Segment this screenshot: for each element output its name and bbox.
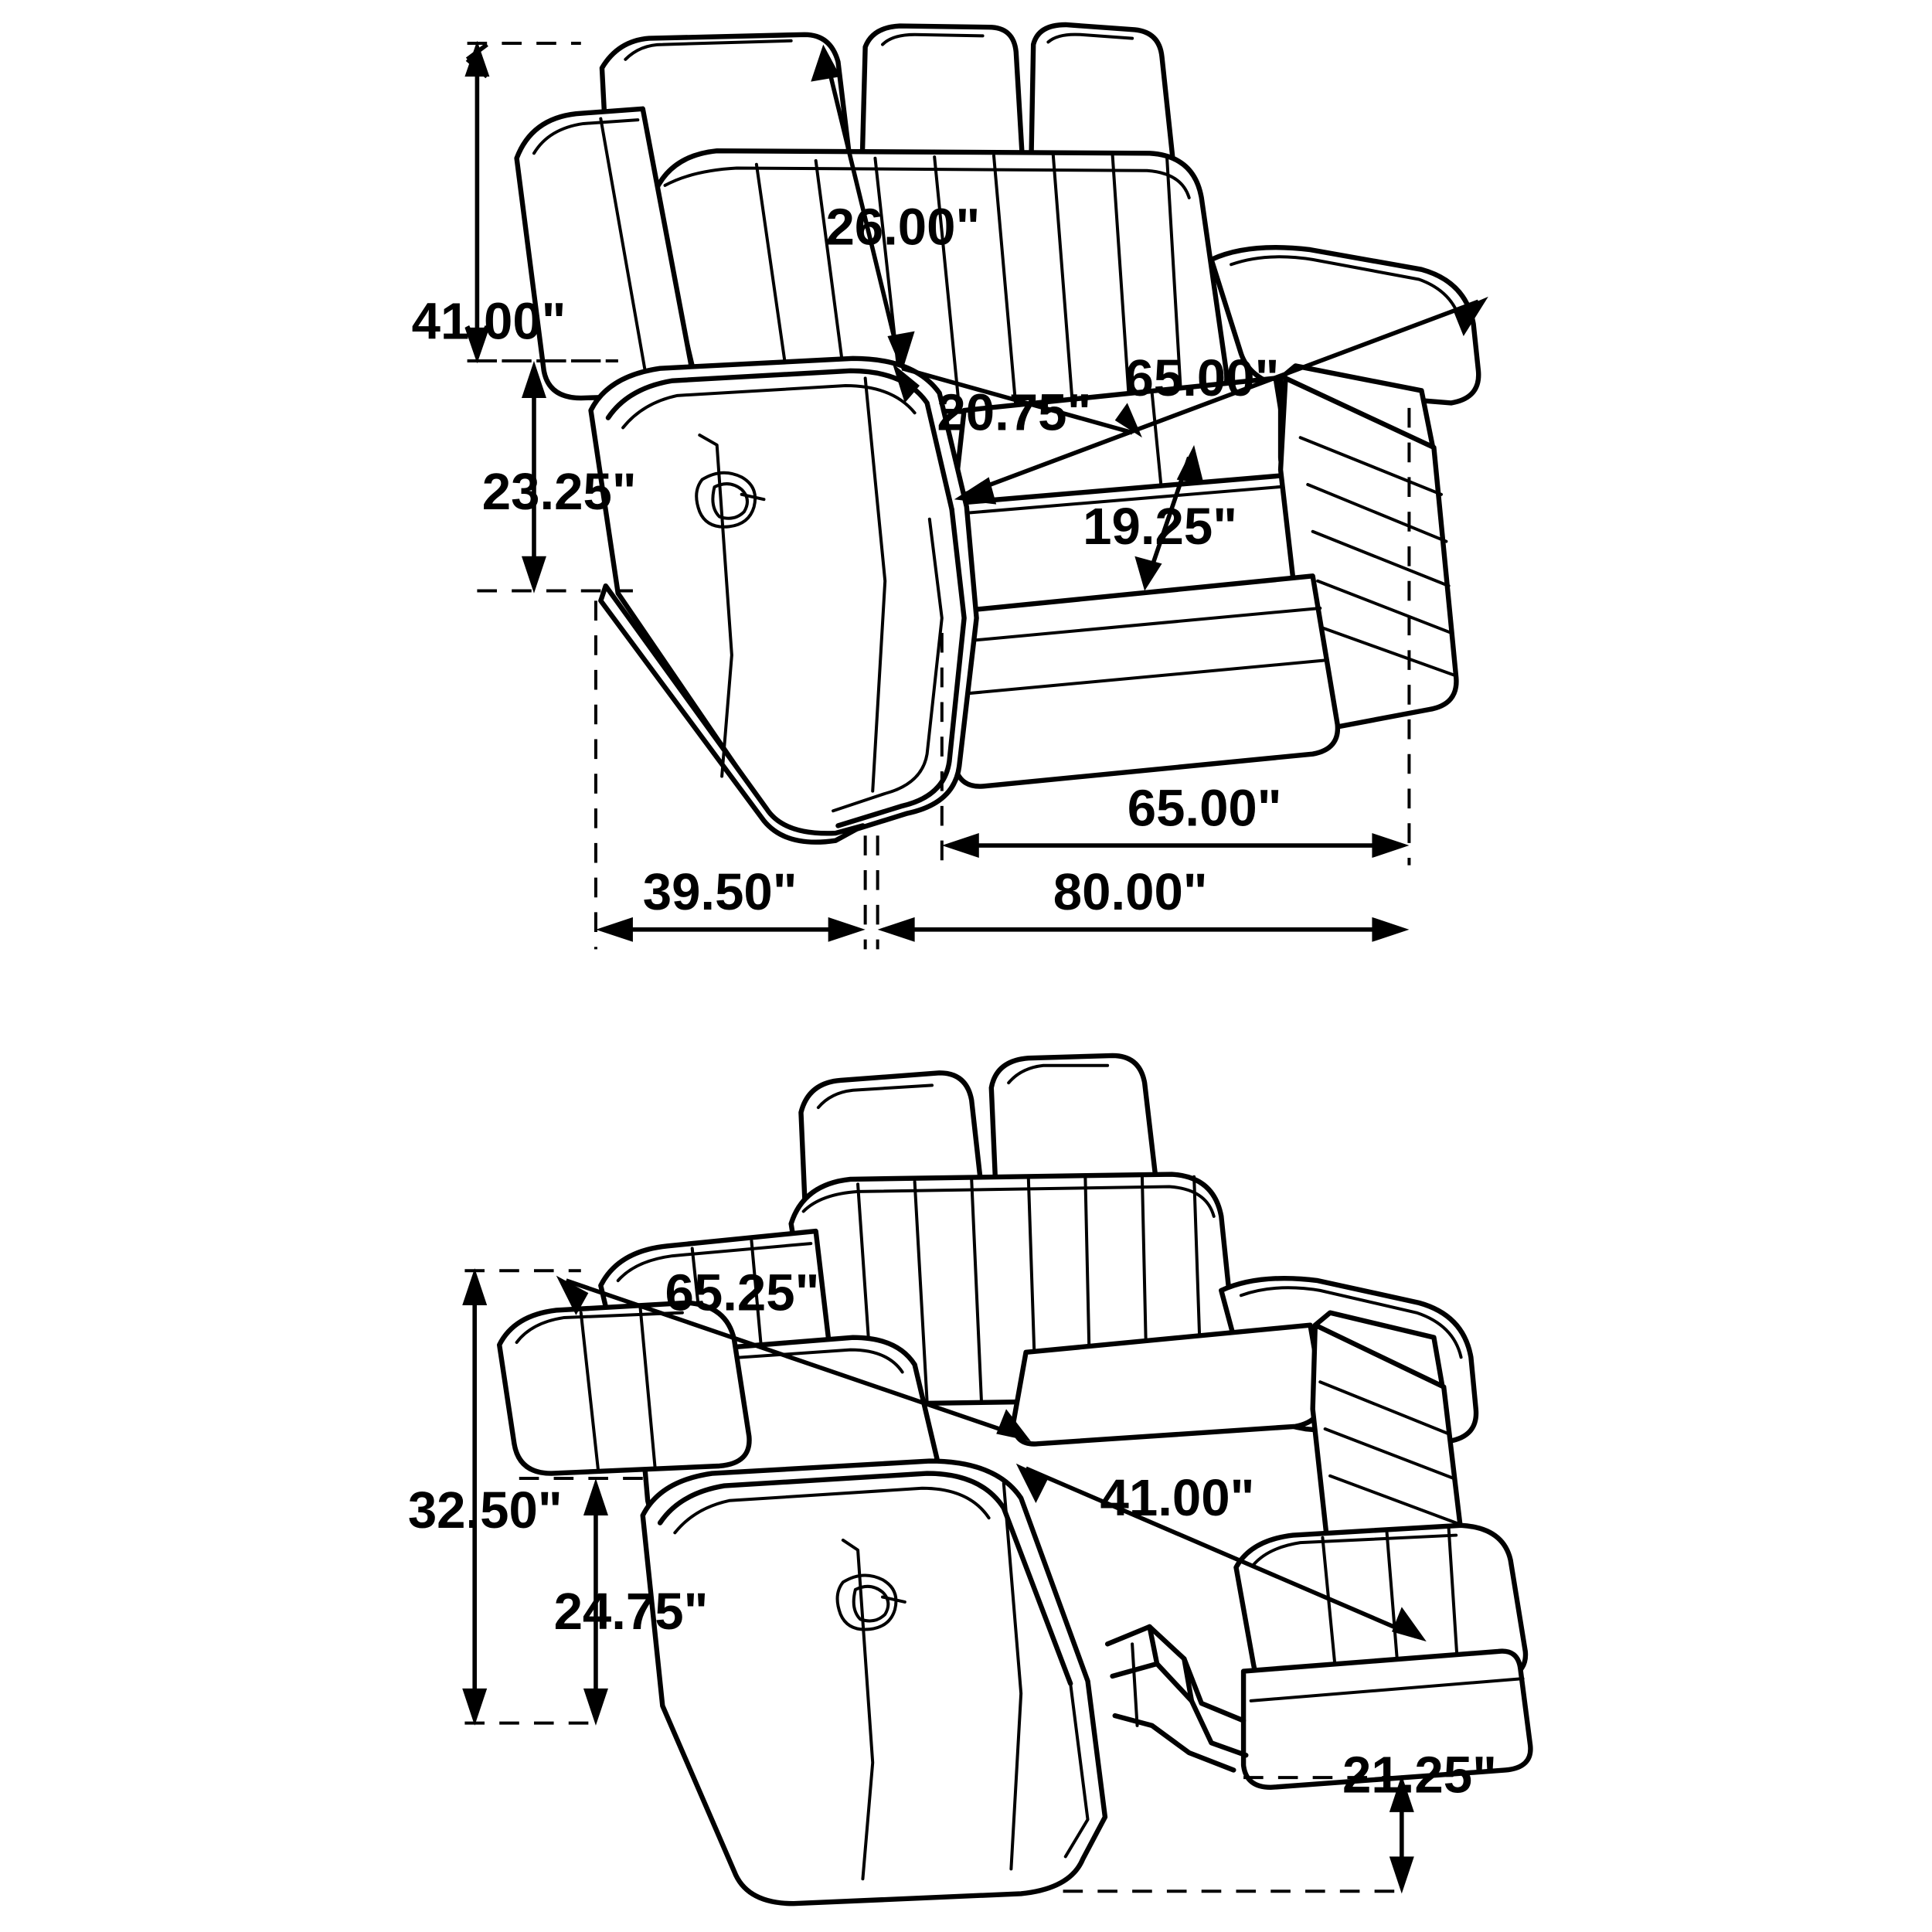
dim-loveseat-width: 65.25"	[665, 1264, 820, 1322]
dim-sofa-back-height: 26.00"	[825, 198, 981, 257]
dim-sofa-overall-width: 80.00"	[1053, 863, 1208, 922]
figure-loveseat-reclined	[408, 1056, 1531, 1903]
dim-loveseat-height: 32.50"	[407, 1481, 563, 1539]
figure-sofa-upright	[412, 25, 1488, 949]
dim-loveseat-depth: 41.00"	[1100, 1468, 1255, 1527]
dim-sofa-inner-width: 65.00"	[1127, 779, 1282, 838]
dim-loveseat-footrest-height: 21.25"	[1342, 1746, 1497, 1804]
dim-loveseat-seat-height: 24.75"	[553, 1583, 709, 1641]
dim-sofa-seat-depth-inner: 19.25"	[1083, 497, 1238, 556]
dim-sofa-seat-width-upper: 65.00"	[1124, 349, 1280, 407]
dim-sofa-side-depth: 39.50"	[642, 863, 798, 922]
dim-sofa-seat-depth: 20.75"	[937, 383, 1092, 442]
dim-sofa-seat-height: 23.25"	[481, 462, 637, 521]
dim-sofa-overall-height: 41.00"	[411, 292, 566, 351]
